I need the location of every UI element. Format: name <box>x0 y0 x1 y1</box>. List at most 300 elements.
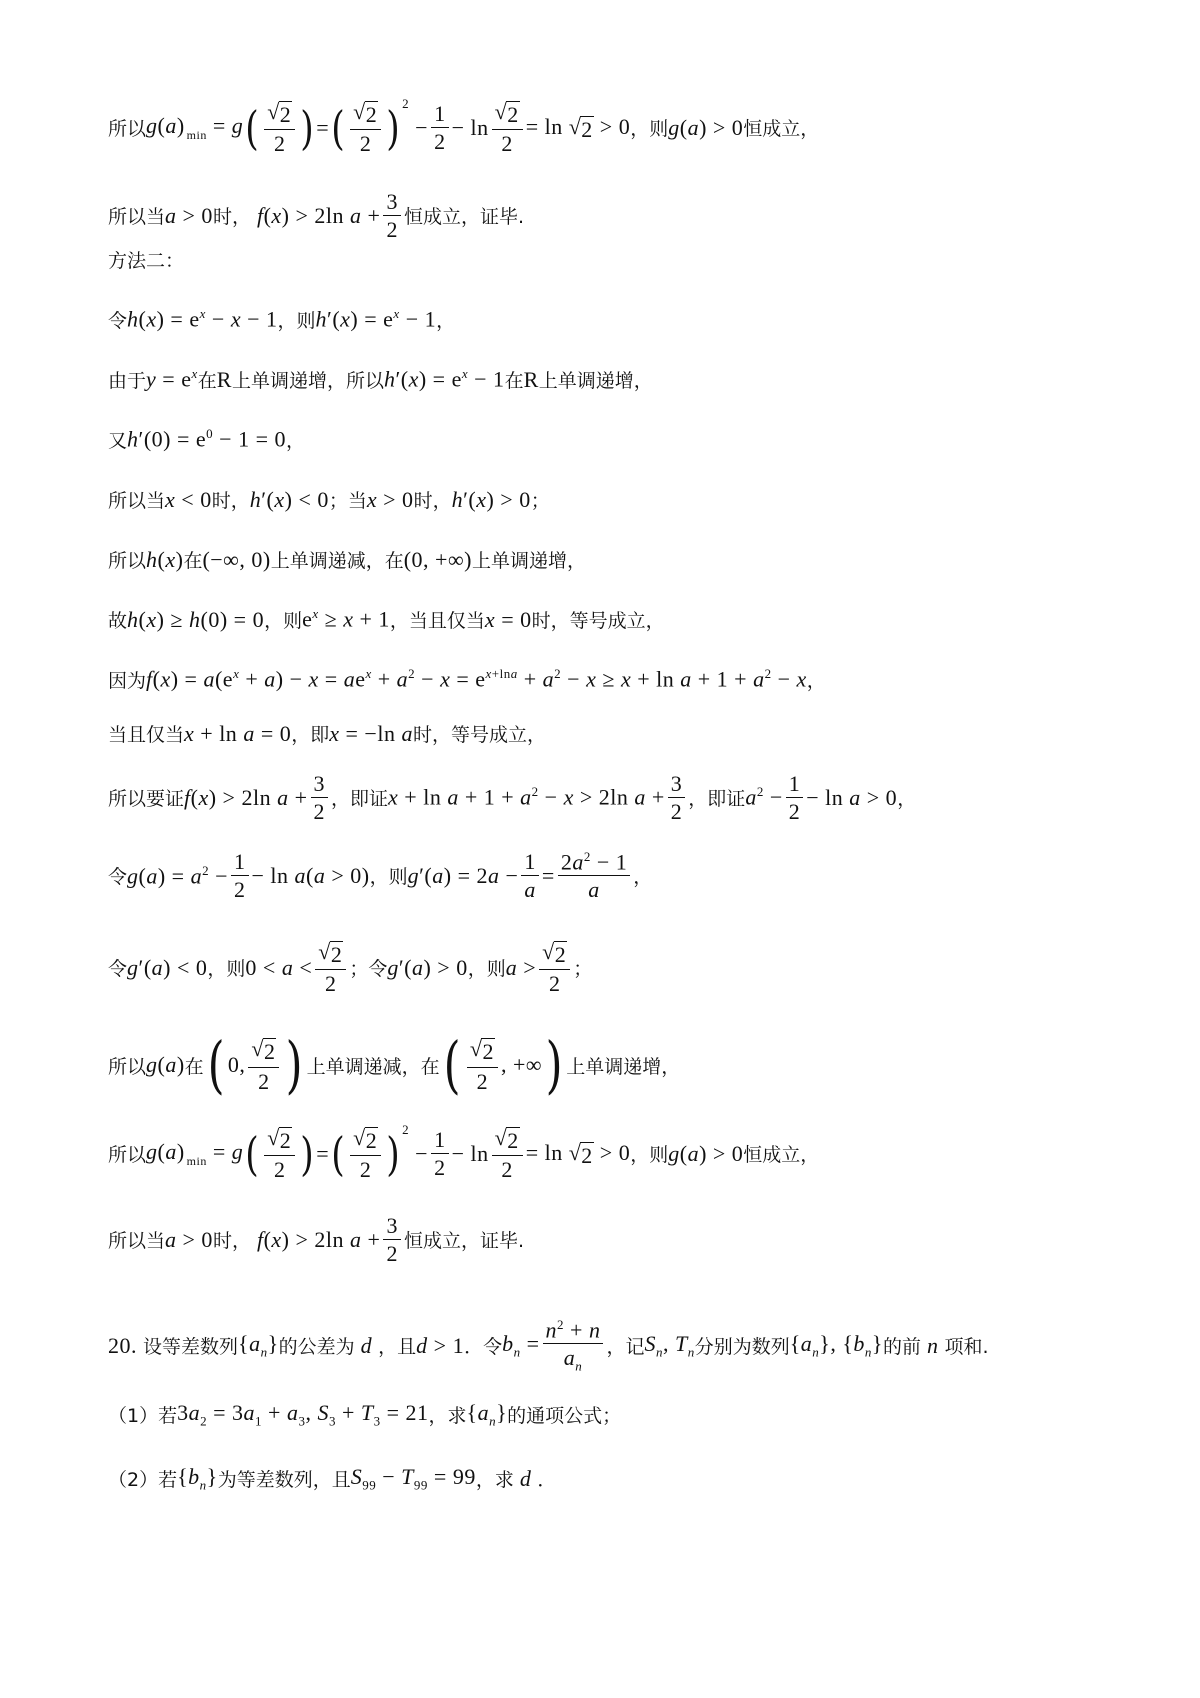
math-expression: = <box>316 1140 330 1166</box>
math-expression <box>431 102 449 153</box>
math-expression: x <box>199 306 206 322</box>
math-expression: 2 <box>386 217 398 243</box>
math-expression: 3 <box>328 1413 336 1429</box>
math-expression: g′(a) < 0 <box>127 954 208 980</box>
math-expression: a <box>151 954 164 980</box>
math-expression: a > <box>505 954 537 980</box>
line-f-expansion <box>108 666 1140 693</box>
math-expression <box>575 1359 582 1374</box>
math-expression: 2 <box>359 1157 372 1183</box>
math-expression <box>495 101 520 127</box>
math-expression: a <box>203 666 215 692</box>
math-expression: x <box>165 546 176 572</box>
text: （1）若 <box>108 1405 178 1428</box>
math-expression: h <box>189 606 201 632</box>
text: 当且仅当 <box>108 724 185 746</box>
math-expression <box>462 366 468 381</box>
math-expression: T <box>401 1464 414 1489</box>
math-expression: x <box>274 486 285 512</box>
text: ．令 <box>464 1336 503 1359</box>
text: 上单调递增， <box>566 1055 681 1078</box>
math-expression: h <box>315 306 328 332</box>
math-expression: x <box>796 666 807 692</box>
math-expression <box>233 666 239 681</box>
math-expression: $3a_2 = 3a_1 + a_3$, $S_3 + T_3 = 21$ <box>177 1400 429 1429</box>
math-expression: h <box>127 426 139 452</box>
math-expression <box>353 101 378 127</box>
math-expression: a <box>243 720 255 746</box>
math-expression: 2 <box>258 1068 270 1094</box>
line-g-min-1 <box>108 96 1140 157</box>
math-expression: g′(a) = 2a − <box>407 862 519 888</box>
math-expression: x <box>586 666 597 692</box>
math-expression: a <box>401 720 413 746</box>
text: 恒成立，证毕. <box>403 1230 524 1253</box>
math-expression: a <box>487 862 500 888</box>
math-expression <box>539 940 570 995</box>
math-expression: a <box>447 784 459 810</box>
text: ，则 <box>369 866 408 889</box>
math-expression: g(a) $_{min}$ = g <box>146 1138 244 1168</box>
math-expression: g <box>387 954 399 980</box>
text: 又 <box>108 430 128 452</box>
text: 上单调递增， <box>538 370 653 392</box>
math-expression: √ <box>494 1125 508 1150</box>
math-expression <box>585 876 603 901</box>
math-expression: h(x) <box>146 546 184 572</box>
math-expression: g <box>668 1140 680 1166</box>
math-expression: a <box>680 666 692 692</box>
math-expression <box>543 1318 604 1373</box>
math-expression: √ <box>568 1139 582 1165</box>
math-expression <box>365 666 371 681</box>
text: 由于 <box>108 370 147 392</box>
math-expression <box>786 772 804 823</box>
math-expression: 2 <box>386 1241 398 1267</box>
text: 上单调递减，在 <box>306 1055 440 1078</box>
math-expression: f(x) > 2ln a + <box>256 1226 381 1252</box>
math-expression: = <box>541 862 555 888</box>
math-expression: a <box>634 784 646 810</box>
problem-20-stem <box>108 1318 1140 1373</box>
math-expression: √ <box>353 1125 366 1150</box>
text: 时， <box>211 490 250 512</box>
line-g-prime-sign <box>108 940 1140 995</box>
math-expression: n <box>812 1344 820 1360</box>
math-expression: a <box>264 666 276 692</box>
math-expression <box>353 1127 378 1153</box>
math-expression: $x + \ln a + 1 + a^2 - x > 2\ln$ a + <box>388 784 665 810</box>
math-expression: S <box>644 1331 656 1357</box>
math-expression: 2 <box>476 1068 489 1094</box>
math-expression: 1 <box>255 1413 263 1429</box>
math-expression: g <box>668 114 680 140</box>
math-expression: 1 <box>521 850 539 876</box>
math-expression: g <box>146 1138 158 1164</box>
math-expression: x <box>230 306 242 332</box>
math-expression: $\{a_n\}$ <box>238 1331 279 1360</box>
math-expression: $f(x) = a(e^x + a) - x = ae^x + a^2 - x = e^{x+lna} + a^2 - x \ge x + \ln a + 1 + a^2 - x$ <box>146 666 807 692</box>
math-expression: x <box>476 486 487 512</box>
math-expression: √ <box>542 939 555 964</box>
math-expression: a <box>477 1400 490 1425</box>
math-expression: a <box>281 954 294 980</box>
math-expression: $b_n$ = <box>502 1331 540 1360</box>
math-expression: ( <box>207 1028 225 1101</box>
math-expression: 3 <box>373 1413 381 1429</box>
math-expression: 3 <box>383 1214 401 1240</box>
math-expression: 2 <box>788 799 801 825</box>
text: ； <box>530 490 550 512</box>
math-expression: d > 1 <box>416 1332 465 1358</box>
math-expression <box>248 1037 279 1092</box>
math-expression: √ <box>267 1125 280 1150</box>
math-expression: ( <box>443 1028 461 1101</box>
line-method-two <box>108 246 1140 273</box>
math-expression: ) <box>386 100 400 155</box>
math-expression: g′(a) > 0 <box>387 954 468 980</box>
math-expression: n <box>260 1344 268 1360</box>
math-expression: a > 0 <box>165 1226 213 1252</box>
text: 所以当 <box>108 490 166 512</box>
math-expression: $\{b_n\}$ <box>177 1464 218 1493</box>
text: 所以当 <box>108 1230 166 1253</box>
math-expression: (0, +∞) <box>403 546 472 572</box>
math-expression: x <box>563 784 574 810</box>
math-expression: x <box>271 202 282 228</box>
math-expression <box>568 113 594 142</box>
text: 在 <box>197 370 217 392</box>
math-expression: a <box>542 666 555 692</box>
math-expression: − ln a(a > 0) <box>251 862 370 888</box>
text: 上单调递增，所以 <box>231 370 384 392</box>
math-expression: x <box>440 666 451 692</box>
math-expression: h(x) ≥ h(0) = 0 <box>127 606 265 632</box>
line-sign-h-prime <box>108 486 1140 513</box>
math-expression: min <box>186 1153 207 1168</box>
math-expression: 2 <box>365 1128 378 1153</box>
text: 恒成立， <box>743 118 820 141</box>
math-expression: 2 <box>583 849 591 864</box>
math-expression: a <box>505 954 518 980</box>
math-expression <box>656 1344 663 1359</box>
math-expression: $S_{99} - T_{99} = 99$ <box>350 1464 476 1493</box>
math-expression: S <box>317 1400 329 1425</box>
line-h-prime-zero <box>108 426 1140 453</box>
math-expression: √ <box>267 99 280 124</box>
math-expression: a <box>350 202 362 228</box>
math-expression <box>492 1126 523 1181</box>
math-expression: b <box>853 1331 865 1357</box>
text: 时， <box>212 1230 251 1253</box>
line-h-intervals <box>108 546 1140 573</box>
math-expression: a <box>249 1331 261 1357</box>
math-expression: 1 <box>231 850 249 876</box>
math-expression: ( <box>331 1126 345 1181</box>
problem-20-part-2 <box>108 1464 1140 1493</box>
math-expression: 0 < a < <box>245 954 313 980</box>
math-expression: x <box>160 666 171 692</box>
math-expression <box>383 1214 401 1265</box>
text: ，求 <box>428 1405 467 1428</box>
math-expression: $n^2 + n$ <box>543 1318 604 1344</box>
math-expression: x <box>343 606 354 632</box>
math-expression: 1 <box>431 102 449 128</box>
math-expression: 2 <box>507 1128 519 1153</box>
math-expression: g <box>231 1138 244 1164</box>
math-expression <box>921 1333 945 1359</box>
math-expression: x <box>484 606 496 632</box>
math-expression: x <box>366 486 378 512</box>
math-expression: g <box>146 112 158 138</box>
math-expression: 2 <box>434 129 446 155</box>
math-expression: x <box>233 666 240 682</box>
line-define-g <box>108 850 1140 902</box>
math-expression: $h(x) = e^x - x - 1$ <box>127 306 278 332</box>
math-expression <box>492 1126 523 1156</box>
math-expression: ) <box>545 1028 563 1101</box>
math-expression: g(a) > 0 <box>668 1140 744 1166</box>
text: 的前 <box>882 1336 921 1359</box>
math-expression: 2 <box>359 131 372 157</box>
math-expression <box>264 100 295 155</box>
math-expression <box>311 772 329 823</box>
math-expression: − <box>409 114 429 140</box>
line-conclusion-1 <box>108 190 1140 241</box>
text: 令 <box>108 958 128 981</box>
text: 所以当 <box>108 206 166 229</box>
math-expression: g <box>127 862 139 888</box>
math-expression <box>264 1126 295 1181</box>
math-expression: a <box>687 1140 700 1166</box>
text: 因为 <box>108 670 147 692</box>
math-expression: a <box>165 1226 177 1252</box>
math-expression: $h'(x) = e^x - 1$ <box>383 366 505 392</box>
text: ，当且仅当 <box>389 610 485 632</box>
math-expression: 2 <box>764 666 772 682</box>
math-expression: 3 <box>383 190 401 216</box>
math-expression <box>318 941 343 967</box>
text: 故 <box>108 610 128 632</box>
math-expression: min <box>186 127 207 142</box>
math-expression: 2 <box>330 942 343 967</box>
math-expression: h <box>451 486 464 512</box>
math-expression: a <box>396 666 409 692</box>
math-expression: g <box>127 954 139 980</box>
math-expression: 2 <box>531 784 539 800</box>
text: ，则 <box>277 310 316 332</box>
math-expression: 2 <box>501 131 513 157</box>
math-expression: a <box>588 877 600 903</box>
math-expression: f(x) > 2ln a + <box>184 784 308 810</box>
line-g-min-2 <box>108 1122 1140 1183</box>
math-expression: $h'(x) = e^x - 1$ <box>315 306 437 332</box>
math-expression: 2 <box>274 1157 286 1183</box>
math-expression: f <box>146 666 153 692</box>
math-expression: − ln <box>451 114 489 140</box>
math-expression <box>350 100 381 155</box>
math-expression: $y = e^x$ <box>146 366 198 392</box>
math-expression <box>542 941 567 967</box>
text: ，则 <box>630 1144 669 1167</box>
math-expression: 1 <box>431 1128 449 1154</box>
math-expression: a <box>510 666 518 682</box>
math-expression: a <box>687 114 700 140</box>
math-expression <box>668 772 686 823</box>
math-expression: x <box>329 720 340 746</box>
text: ，即 <box>291 724 330 746</box>
text: 恒成立， <box>743 1144 820 1167</box>
math-expression: x <box>198 784 209 810</box>
math-expression: ) <box>300 1126 315 1181</box>
math-expression: a <box>313 862 326 888</box>
math-expression: x = −ln a <box>329 720 413 746</box>
math-expression: a > 0 <box>165 202 213 228</box>
math-expression: f(x) > 2ln a + <box>256 202 381 228</box>
text: ，即证 <box>331 788 389 811</box>
math-expression: x <box>365 666 372 682</box>
math-expression: ( <box>245 100 259 155</box>
math-expression <box>467 1037 498 1067</box>
math-expression: n <box>588 1317 601 1343</box>
text: 上单调递减，在 <box>270 550 404 572</box>
math-expression: g <box>146 1052 158 1077</box>
math-expression: 0, <box>227 1052 246 1077</box>
math-expression: 2 <box>200 1413 208 1429</box>
math-expression: g(a) $_{min}$ = g <box>146 112 244 142</box>
math-expression: d <box>416 1332 428 1358</box>
math-expression: h <box>127 606 139 632</box>
math-expression: x <box>146 306 157 332</box>
math-expression: a <box>165 1052 177 1077</box>
text: ，则 <box>467 958 506 981</box>
math-expression: √ <box>469 1036 483 1062</box>
math-expression: 2 <box>548 971 561 997</box>
math-expression: a <box>572 849 584 875</box>
line-monotone-h <box>108 366 1140 393</box>
text: 时， <box>413 490 452 512</box>
math-expression: x <box>461 366 469 382</box>
math-expression: $\{a_n\}$ <box>466 1400 508 1429</box>
math-expression: x <box>312 606 319 622</box>
math-expression: a <box>800 1331 813 1357</box>
math-expression: x <box>485 666 492 682</box>
math-expression: x <box>271 1226 282 1252</box>
line-conclusion-2 <box>108 1214 1140 1265</box>
math-expression: a <box>753 666 765 692</box>
math-expression: n <box>489 1413 497 1429</box>
math-expression: $S_n$, $T_n$ <box>644 1331 695 1360</box>
math-expression: a <box>146 862 158 888</box>
math-expression: T <box>360 1400 374 1425</box>
math-expression: n <box>545 1317 558 1343</box>
math-expression: h <box>383 366 396 392</box>
math-expression: $h'(0) = e^0 - 1 = 0$ <box>127 426 286 452</box>
math-expression <box>470 1038 495 1064</box>
math-expression: a <box>165 1138 177 1164</box>
math-expression: 3 <box>668 772 686 798</box>
math-expression: 2 <box>581 1142 593 1168</box>
math-expression: n <box>687 1344 695 1360</box>
math-expression: 3 <box>311 772 329 798</box>
math-expression: d <box>360 1332 373 1358</box>
math-expression: − ln a > 0 <box>806 784 898 810</box>
math-expression <box>558 850 630 902</box>
text: 的公差为 <box>278 1336 355 1359</box>
math-expression: h <box>127 306 139 332</box>
math-expression: a <box>343 666 356 692</box>
text: 所以 <box>108 1055 147 1078</box>
math-expression <box>264 1126 295 1156</box>
text: ． <box>537 1469 557 1492</box>
text: ， <box>806 670 826 692</box>
text: ； <box>573 958 593 981</box>
math-expression <box>489 1413 496 1428</box>
math-expression <box>312 606 318 621</box>
math-expression: − <box>409 1140 429 1166</box>
math-expression: R <box>523 366 539 392</box>
text: ， <box>436 310 456 332</box>
text: 为等差数列，且 <box>217 1469 351 1492</box>
math-expression <box>315 940 346 995</box>
math-expression <box>431 1128 449 1179</box>
math-expression: y <box>146 366 157 392</box>
text: ， <box>285 430 305 452</box>
math-expression: h <box>249 486 262 512</box>
math-expression: 2 <box>507 102 519 127</box>
math-expression: g(a) <box>146 1052 185 1077</box>
math-expression: 2 <box>263 1039 276 1065</box>
math-expression: √ <box>251 1036 264 1062</box>
math-expression: x <box>146 606 157 632</box>
math-expression: a <box>350 1226 362 1252</box>
math-expression: x <box>388 784 399 810</box>
math-expression: f <box>184 784 191 810</box>
text: ，记 <box>606 1336 645 1359</box>
text: ，则 <box>630 118 669 141</box>
math-expression: n <box>927 1332 939 1358</box>
math-expression <box>568 1139 594 1168</box>
math-expression: x < 0 <box>165 486 212 512</box>
math-expression: g(a) > 0 <box>668 114 744 140</box>
text: 所以 <box>108 550 147 572</box>
text: 所以 <box>108 118 147 141</box>
math-expression: a <box>849 784 861 810</box>
text: ，求 <box>475 1469 514 1492</box>
math-expression: 2 <box>554 942 567 967</box>
math-expression: a <box>190 862 203 888</box>
math-expression: √ <box>568 113 582 139</box>
math-expression <box>521 876 539 901</box>
math-expression: 2 <box>756 784 764 800</box>
math-expression: 2 <box>365 102 378 127</box>
problem-20-part-1 <box>108 1400 1140 1429</box>
text: 时，等号成立， <box>531 610 665 632</box>
text: （2）若 <box>108 1469 178 1492</box>
math-expression: n <box>864 1344 872 1360</box>
math-expression: n <box>655 1344 663 1360</box>
math-expression: 2 <box>279 102 292 127</box>
math-expression <box>200 1477 207 1492</box>
math-expression <box>350 100 381 130</box>
text: 时，等号成立， <box>412 724 546 746</box>
line-h-ge-zero <box>108 606 1140 633</box>
math-expression: (−∞, 0) <box>202 546 271 572</box>
math-expression: $a^2$ − <box>745 784 783 810</box>
text: 恒成立，证毕. <box>403 206 524 229</box>
text: 令 <box>108 866 128 889</box>
math-expression <box>267 1127 292 1153</box>
